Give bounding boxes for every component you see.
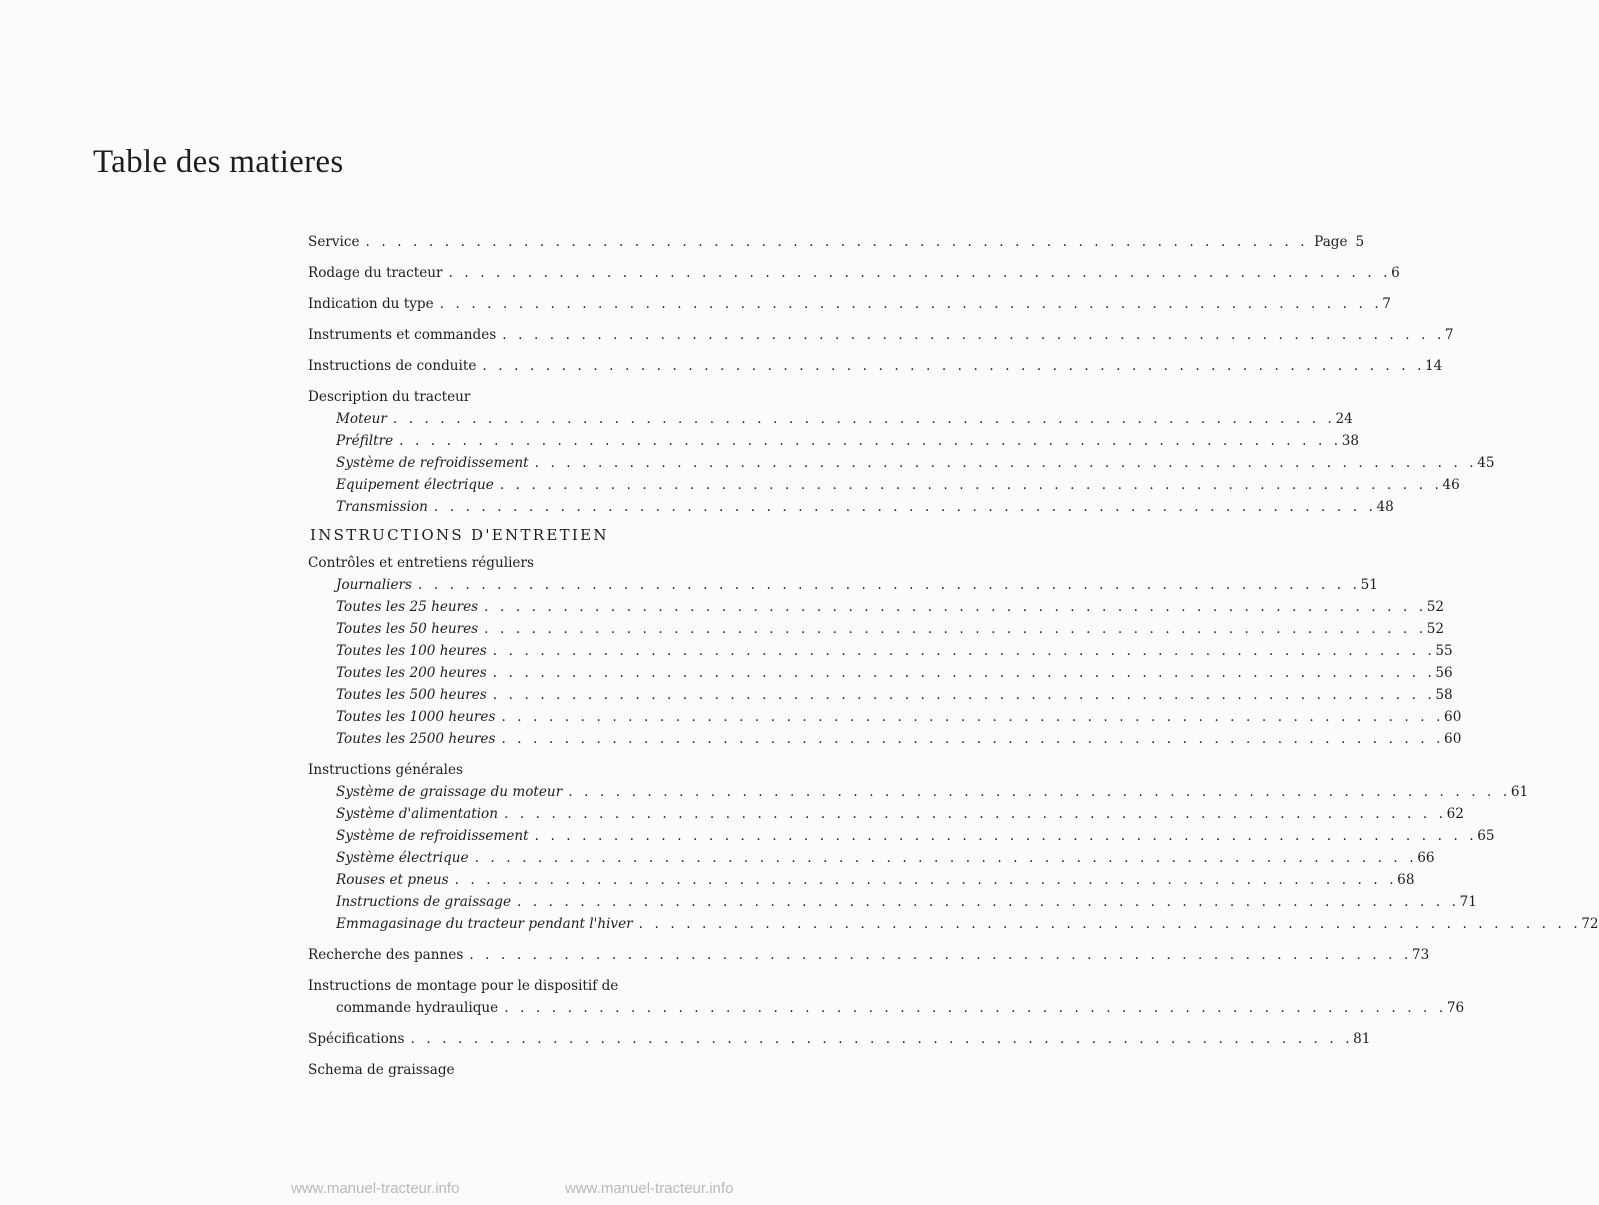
toc-leader: . . . . . . . . . . . . . . . . . . . . . . . . . . . . . . . . . . . . . . . . . . . . . . . . . . . . . . . . . . . . — [504, 1000, 1447, 1016]
toc-page-number: 7 — [1382, 296, 1391, 312]
toc-entry-label: Service — [308, 234, 360, 250]
toc-entry-label: Transmission — [336, 499, 428, 515]
toc-entry-montage-line2 — [308, 997, 1465, 1019]
toc-leader: . . . . . . . . . . . . . . . . . . . . . . . . . . . . . . . . . . . . . . . . . . . . . . . . . . . . . . . . . . . . — [534, 455, 1478, 471]
toc-leader: . . . . . . . . . . . . . . . . . . . . . . . . . . . . . . . . . . . . . . . . . . . . . . . . . . . . . . . . . . . . — [517, 894, 1460, 910]
toc-entry-graissage — [308, 891, 1477, 913]
toc-entry-schema — [308, 1050, 732, 1081]
toc-entry-label: Toutes les 25 heures — [336, 599, 479, 615]
toc-entry-refroidissement-2 — [308, 825, 1495, 847]
toc-entry-200-heures — [308, 662, 1453, 684]
toc-leader: . . . . . . . . . . . . . . . . . . . . . . . . . . . . . . . . . . . . . . . . . . . . . . . . . . . . . . . . . . . . — [399, 433, 1342, 449]
section-heading-entretien: INSTRUCTIONS D'ENTRETIEN — [310, 526, 609, 544]
toc-entry-label: Toutes les 200 heures — [336, 665, 487, 681]
toc-entry-2500-heures — [308, 728, 1462, 750]
toc-entry-500-heures — [308, 684, 1453, 706]
toc-page-number: 55 — [1435, 643, 1453, 659]
toc-entry-label: Rodage du tracteur — [308, 265, 443, 281]
toc-entry-moteur — [308, 408, 1353, 430]
toc-leader: . . . . . . . . . . . . . . . . . . . . . . . . . . . . . . . . . . . . . . . . . . . . . . . . . . . . . . . . . . . . — [417, 577, 1361, 593]
toc-leader: . . . . . . . . . . . . . . . . . . . . . . . . . . . . . . . . . . . . . . . . . . . . . . . . . . . . . . . . . . . . — [499, 477, 1443, 493]
toc-entry-montage-line1 — [308, 966, 732, 997]
toc-entry-label: Emmagasinage du tracteur pendant l'hiver — [336, 916, 633, 932]
toc-group-controles — [308, 552, 732, 574]
toc-entry-conduite — [308, 346, 1443, 377]
toc-entry-label: Journaliers — [336, 577, 412, 593]
toc-entry-label: Toutes les 50 heures — [336, 621, 479, 637]
toc-entry-rouses — [308, 869, 1415, 891]
toc-entry-transmission — [308, 496, 1394, 518]
toc-page-number: 5 — [1355, 234, 1365, 250]
toc-group-label: Description du tracteur — [308, 389, 471, 405]
toc-page-number: 66 — [1417, 850, 1435, 866]
watermark-right: www.manuel-tracteur.info — [565, 1180, 734, 1197]
toc-entry-label: Moteur — [336, 411, 387, 427]
toc-leader: . . . . . . . . . . . . . . . . . . . . . . . . . . . . . . . . . . . . . . . . . . . . . . . . . . . . . . . . . . . . — [448, 265, 1392, 281]
toc-entry-50-heures — [308, 618, 1445, 640]
toc-entry-25-heures — [308, 596, 1445, 618]
toc-entry-label: Schema de graissage — [308, 1062, 455, 1078]
toc-leader: . . . . . . . . . . . . . . . . . . . . . . . . . . . . . . . . . . . . . . . . . . . . . . . . . . . . . . . . . . . . — [492, 687, 1436, 703]
toc-page-number: 14 — [1425, 358, 1443, 374]
toc-page-number: 71 — [1459, 894, 1477, 910]
toc-page-number: 45 — [1477, 455, 1495, 471]
toc-entry-label: Système de refroidissement — [336, 828, 529, 844]
toc-entry-label: commande hydraulique — [336, 1000, 499, 1016]
toc-leader: . . . . . . . . . . . . . . . . . . . . . . . . . . . . . . . . . . . . . . . . . . . . . . . . . . . . . . . . . . . . — [482, 358, 1426, 374]
toc-entry-label: Toutes les 100 heures — [336, 643, 487, 659]
toc-page-number: 58 — [1435, 687, 1453, 703]
toc-entry-label: Système de refroidissement — [336, 455, 529, 471]
toc-entry-1000-heures — [308, 706, 1462, 728]
toc-entry-label: Toutes les 500 heures — [336, 687, 487, 703]
toc-entry-systeme-electrique — [308, 847, 1435, 869]
toc-entry-label: Instructions de graissage — [336, 894, 511, 910]
toc-page-number: 7 — [1444, 327, 1454, 343]
toc-entry-label: Rouses et pneus — [336, 872, 449, 888]
toc-leader: . . . . . . . . . . . . . . . . . . . . . . . . . . . . . . . . . . . . . . . . . . . . . . . . . . . . . . . . . . . . — [492, 643, 1436, 659]
toc-page-number: 68 — [1397, 872, 1415, 888]
toc-leader: . . . . . . . . . . . . . . . . . . . . . . . . . . . . . . . . . . . . . . . . . . . . . . . . . . . . . . . . . . . . — [492, 665, 1436, 681]
toc-leader: . . . . . . . . . . . . . . . . . . . . . . . . . . . . . . . . . . . . . . . . . . . . . . . . . . . . . . . . . . . . — [439, 296, 1383, 312]
toc-page-number: 52 — [1426, 599, 1445, 615]
toc-page-number: 76 — [1446, 1000, 1465, 1016]
toc-entry-label: Toutes les 2500 heures — [336, 731, 496, 747]
toc-leader: . . . . . . . . . . . . . . . . . . . . . . . . . . . . . . . . . . . . . . . . . . . . . . . . . . . . . . . . . . . . — [469, 947, 1412, 963]
toc-entry-journaliers — [308, 574, 1378, 596]
toc-leader: . . . . . . . . . . . . . . . . . . . . . . . . . . . . . . . . . . . . . . . . . . . . . . . . . . . . . . . . . . . . — [638, 916, 1582, 932]
toc-entry-label: Système électrique — [336, 850, 469, 866]
toc-entry-label: Spécifications — [308, 1031, 405, 1047]
toc-group-label: Instructions générales — [308, 762, 463, 778]
toc-entry-equipement-electrique — [308, 474, 1460, 496]
toc-entry-label: Recherche des pannes — [308, 947, 464, 963]
toc-entry-label: Instructions de conduite — [308, 358, 477, 374]
toc-leader: . . . . . . . . . . . . . . . . . . . . . . . . . . . . . . . . . . . . . . . . . . . . . . . . . . . . . . . . . . . . — [568, 784, 1511, 800]
toc-leader: . . . . . . . . . . . . . . . . . . . . . . . . . . . . . . . . . . . . . . . . . . . . . . . . . . . . . . . . . . . . — [534, 828, 1478, 844]
toc-leader: . . . . . . . . . . . . . . . . . . . . . . . . . . . . . . . . . . . . . . . . . . . . . . . . . . . . . . . . . . . . — [454, 872, 1398, 888]
toc-page-number: 52 — [1426, 621, 1445, 637]
toc-leader: . . . . . . . . . . . . . . . . . . . . . . . . . . . . . . . . . . . . . . . . . . . . . . . . . . . . . . . . . . . . — [365, 234, 1309, 250]
toc-page-number: 56 — [1435, 665, 1453, 681]
toc-page-number: 72 — [1581, 916, 1599, 932]
page-word: Page — [1314, 234, 1348, 250]
toc-page-number: 60 — [1444, 709, 1462, 725]
toc-entry-graissage-moteur — [308, 781, 1529, 803]
toc-page-number: 38 — [1341, 433, 1360, 449]
toc-leader: . . . . . . . . . . . . . . . . . . . . . . . . . . . . . . . . . . . . . . . . . . . . . . . . . . . . . . . . . . . . — [392, 411, 1336, 427]
toc-group-description — [308, 377, 732, 408]
toc-entry-label: Equipement électrique — [336, 477, 494, 493]
toc-entry-alimentation — [308, 803, 1464, 825]
toc-page-number: 24 — [1335, 411, 1353, 427]
toc-page-number: 81 — [1353, 1031, 1371, 1047]
toc-page-number: 73 — [1411, 947, 1430, 963]
toc-page-number: 6 — [1391, 265, 1400, 281]
toc-group-generales — [308, 750, 732, 781]
toc-entry-label: Toutes les 1000 heures — [336, 709, 496, 725]
toc-leader: . . . . . . . . . . . . . . . . . . . . . . . . . . . . . . . . . . . . . . . . . . . . . . . . . . . . . . . . . . . . — [484, 621, 1427, 637]
toc-page-number: 48 — [1376, 499, 1394, 515]
toc-entry-service — [308, 222, 1365, 253]
toc-entry-emmagasinage — [308, 913, 1599, 935]
toc-entry-label: Système d'alimentation — [336, 806, 498, 822]
toc-entry-instruments — [308, 315, 1454, 346]
toc-leader: . . . . . . . . . . . . . . . . . . . . . . . . . . . . . . . . . . . . . . . . . . . . . . . . . . . . . . . . . . . . — [501, 731, 1445, 747]
toc-entry-pannes — [308, 935, 1430, 966]
toc-leader: . . . . . . . . . . . . . . . . . . . . . . . . . . . . . . . . . . . . . . . . . . . . . . . . . . . . . . . . . . . . — [484, 599, 1427, 615]
toc-entry-specifications — [308, 1019, 1371, 1050]
toc-page-number: 46 — [1442, 477, 1460, 493]
toc-entry-label: Préfiltre — [336, 433, 394, 449]
toc-entry-label: Instruments et commandes — [308, 327, 497, 343]
toc-entry-label: Indication du type — [308, 296, 434, 312]
toc-group-label: Contrôles et entretiens réguliers — [308, 555, 534, 571]
toc-entry-100-heures — [308, 640, 1453, 662]
toc-leader: . . . . . . . . . . . . . . . . . . . . . . . . . . . . . . . . . . . . . . . . . . . . . . . . . . . . . . . . . . . . — [502, 327, 1445, 343]
toc-leader: . . . . . . . . . . . . . . . . . . . . . . . . . . . . . . . . . . . . . . . . . . . . . . . . . . . . . . . . . . . . — [503, 806, 1447, 822]
toc-page-number: 61 — [1510, 784, 1529, 800]
toc-entry-prefiltre — [308, 430, 1360, 452]
toc-leader: . . . . . . . . . . . . . . . . . . . . . . . . . . . . . . . . . . . . . . . . . . . . . . . . . . . . . . . . . . . . — [410, 1031, 1354, 1047]
watermarks — [0, 1180, 800, 1202]
toc-entry-type — [308, 284, 1391, 315]
page-title: Table des matieres — [93, 144, 344, 180]
toc-leader: . . . . . . . . . . . . . . . . . . . . . . . . . . . . . . . . . . . . . . . . . . . . . . . . . . . . . . . . . . . . — [433, 499, 1377, 515]
toc-page-number: 51 — [1360, 577, 1378, 593]
toc-page-number: 60 — [1444, 731, 1462, 747]
toc-entry-rodage — [308, 253, 1400, 284]
toc-leader: . . . . . . . . . . . . . . . . . . . . . . . . . . . . . . . . . . . . . . . . . . . . . . . . . . . . . . . . . . . . — [474, 850, 1418, 866]
toc-leader: . . . . . . . . . . . . . . . . . . . . . . . . . . . . . . . . . . . . . . . . . . . . . . . . . . . . . . . . . . . . — [501, 709, 1445, 725]
toc-entry-refroidissement — [308, 452, 1495, 474]
watermark-left: www.manuel-tracteur.info — [291, 1180, 460, 1197]
toc-page-number: 62 — [1446, 806, 1464, 822]
toc-page-number: 65 — [1477, 828, 1495, 844]
toc-entry-label: Système de graissage du moteur — [336, 784, 563, 800]
toc-entry-label: Instructions de montage pour le dispositif de — [308, 978, 619, 994]
table-of-contents — [308, 222, 1599, 1081]
